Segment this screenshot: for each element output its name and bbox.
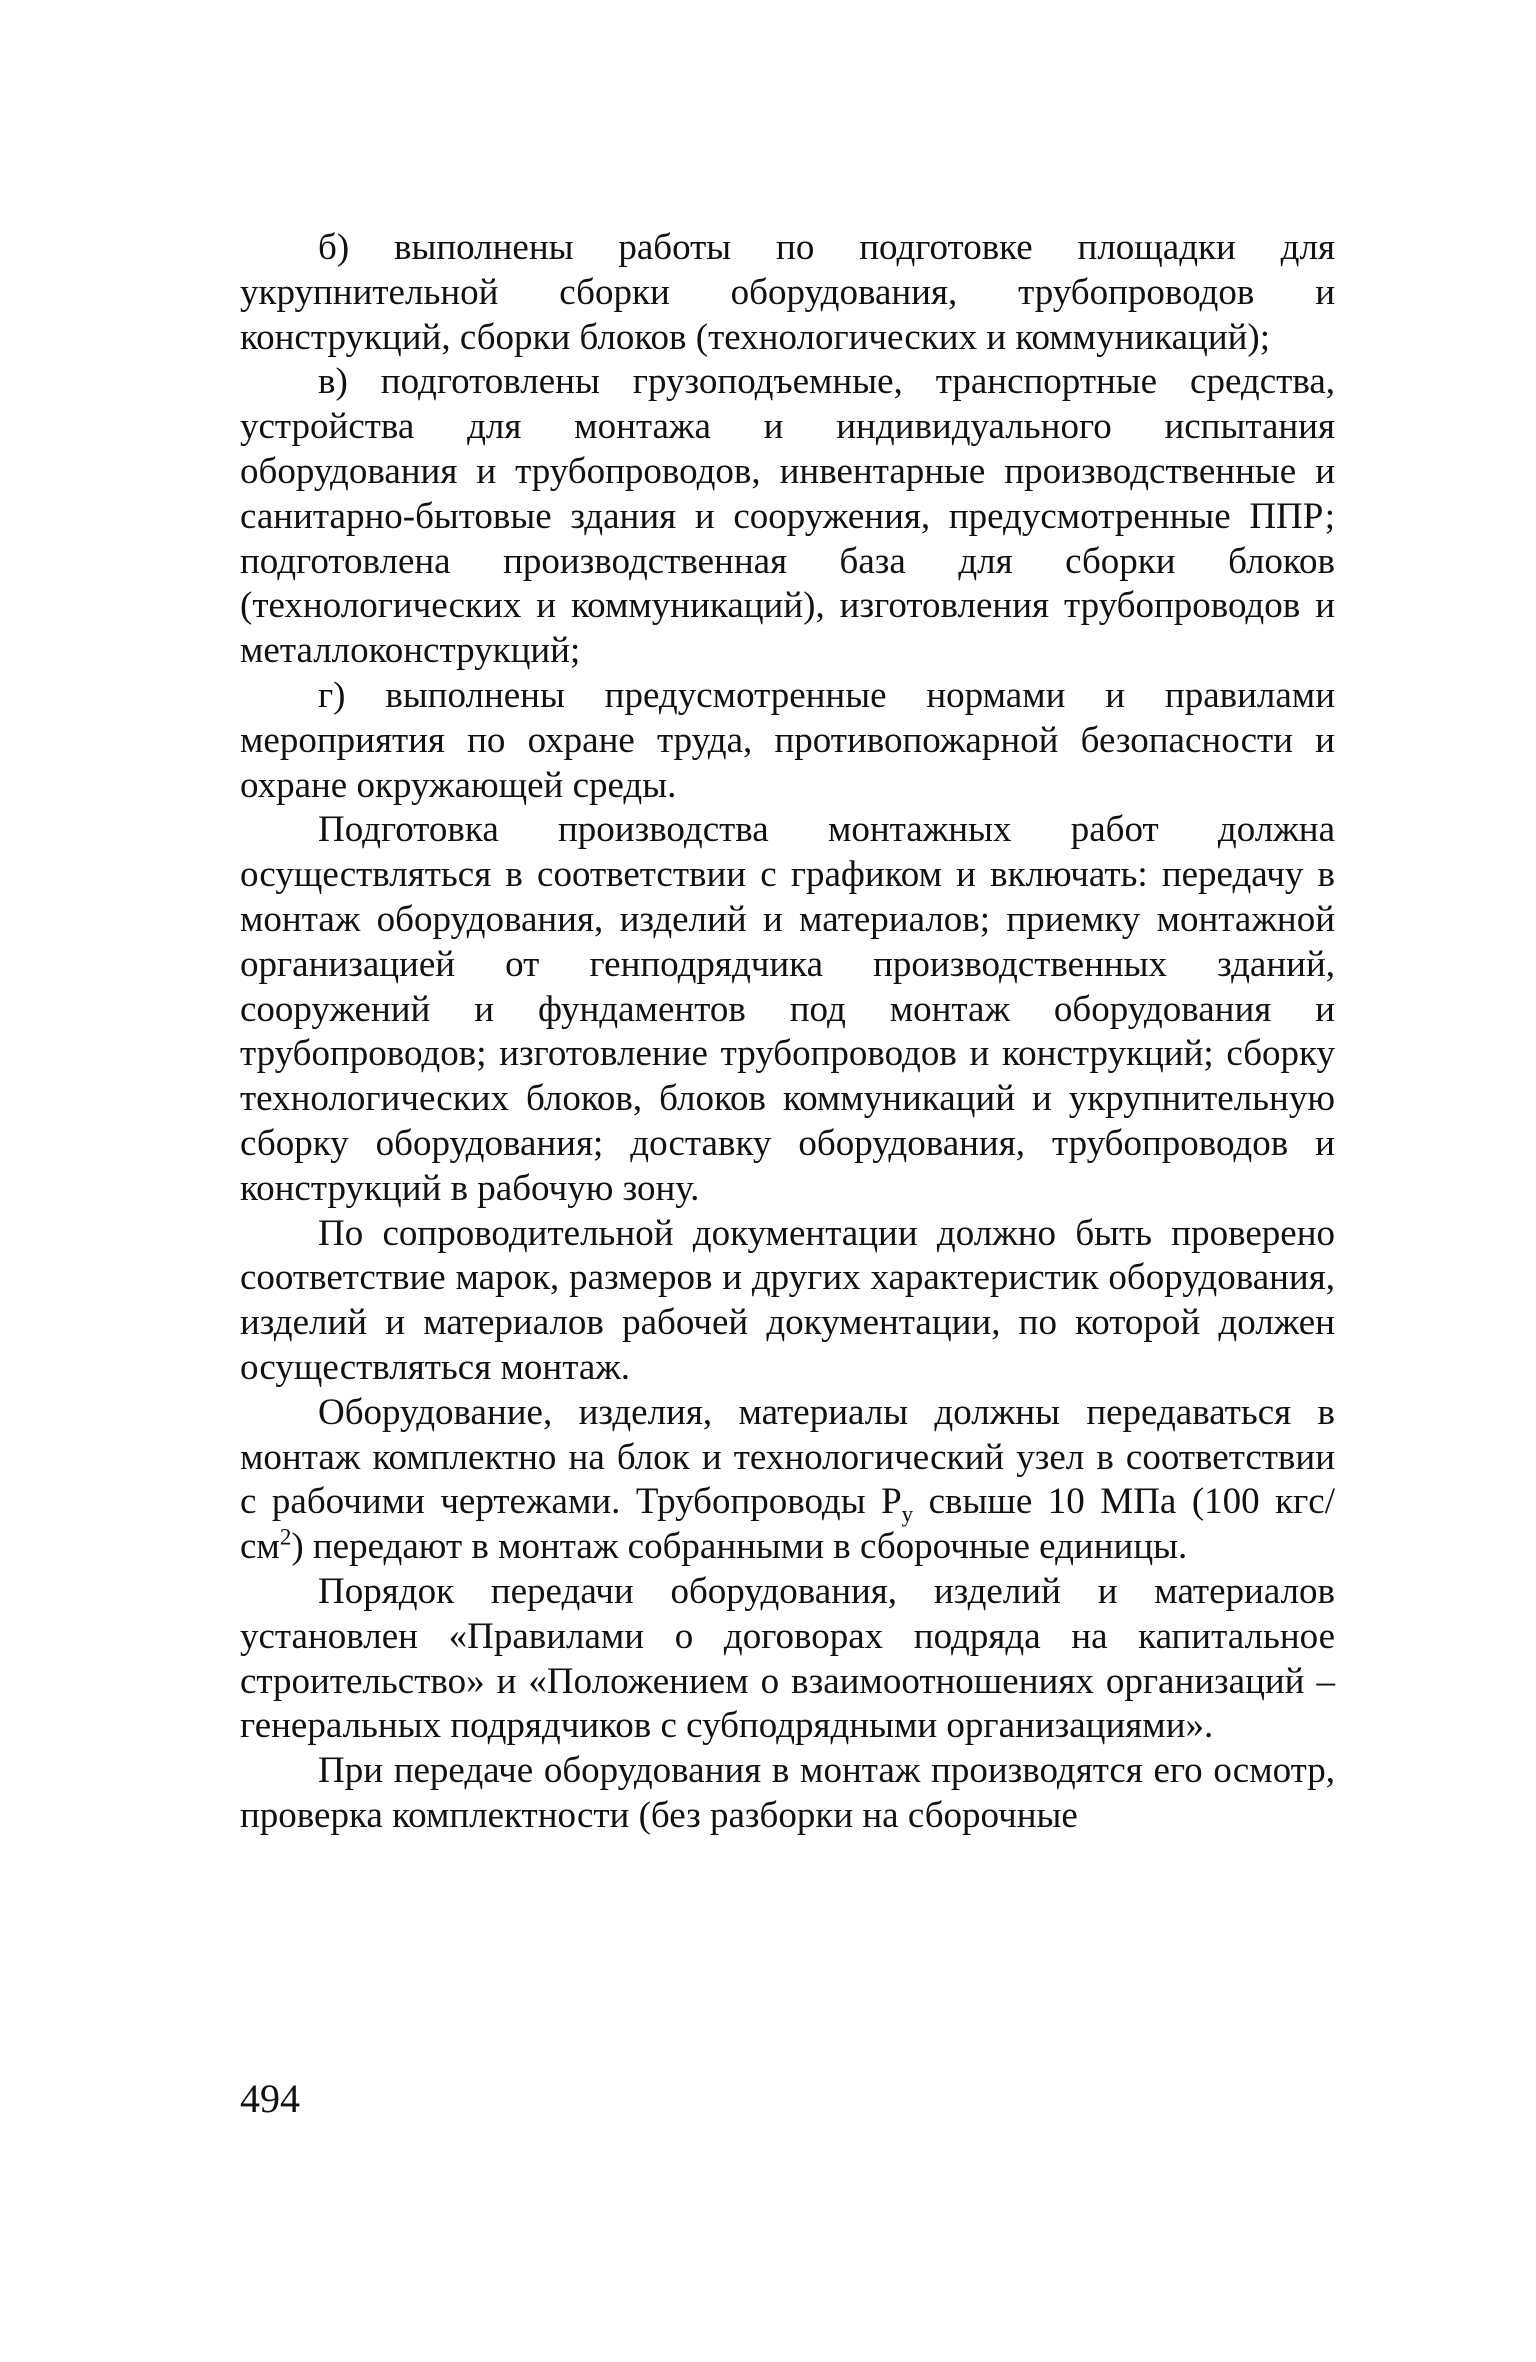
body-text (240, 226, 1335, 1839)
unit-superscript: 2 (279, 1524, 292, 1550)
equipment-transfer-text-end: ) передают в монтаж собранными в сборочные единицы. (291, 1526, 1188, 1568)
page-number: 494 (240, 2076, 300, 2121)
paragraph-equipment-transfer (240, 1391, 1335, 1570)
equipment-transfer-text-middle: свыше 10 МПа (100 кгс/см (240, 1481, 1335, 1568)
paragraph-order: Порядок передачи оборудования, изделий и материалов установлен «Правилами о договорах подряда на капитальное строительство» и «Положением о взаимоотношениях организаций – генеральных подрядчиков с субподрядными организациями». (240, 1570, 1335, 1747)
pressure-subscript: у (901, 1501, 914, 1527)
paragraph-g: г) выполнены предусмотренные нормами и правилами мероприятия по охране труда, противопожарной безопасности и охране окружающей среды. (240, 674, 1335, 806)
equipment-transfer-text-start: Оборудование, изделия, материалы должны передаваться в монтаж комплектно на блок и технологический узел в соответствии с рабочими чертежами. Трубопроводы Р (240, 1391, 1335, 1523)
paragraph-preparation: Подготовка производства монтажных работ должна осуществляться в соответствии с графиком и включать: передачу в монтаж оборудования, изделий и материалов; приемку монтажной организацией от генподрядчика производственных зданий, сооружений и фундаментов под монтаж оборудования и трубопроводов; изготовление трубопроводов и конструкций; сборку технологических блоков, блоков коммуникаций и укрупнительную сборку оборудования; доставку оборудования, трубопроводов и конструкций в рабочую зону. (240, 809, 1335, 1209)
paragraph-b: б) выполнены работы по подготовке площадки для укрупнительной сборки оборудования, трубопроводов и конструкций, сборки блоков (технологических и коммуникаций); (240, 227, 1335, 358)
paragraph-inspection: При передаче оборудования в монтаж производятся его осмотр, проверка комплектности (без разборки на сборочные (240, 1750, 1335, 1836)
paragraph-v: в) подготовлены грузоподъемные, транспортные средства, устройства для монтажа и индивидуального испытания оборудования и трубопроводов, инвентарные производственные и санитарно-бытовые здания и сооружения, предусмотренные ППР; подготовлена производственная база для сборки блоков (технологических и коммуникаций), изготовления трубопроводов и металлоконструкций; (240, 361, 1335, 672)
paragraph-documentation: По сопроводительной документации должно быть проверено соответствие марок, размеров и других характеристик оборудования, изделий и материалов рабочей документации, по которой должен осуществляться монтаж. (240, 1212, 1335, 1388)
